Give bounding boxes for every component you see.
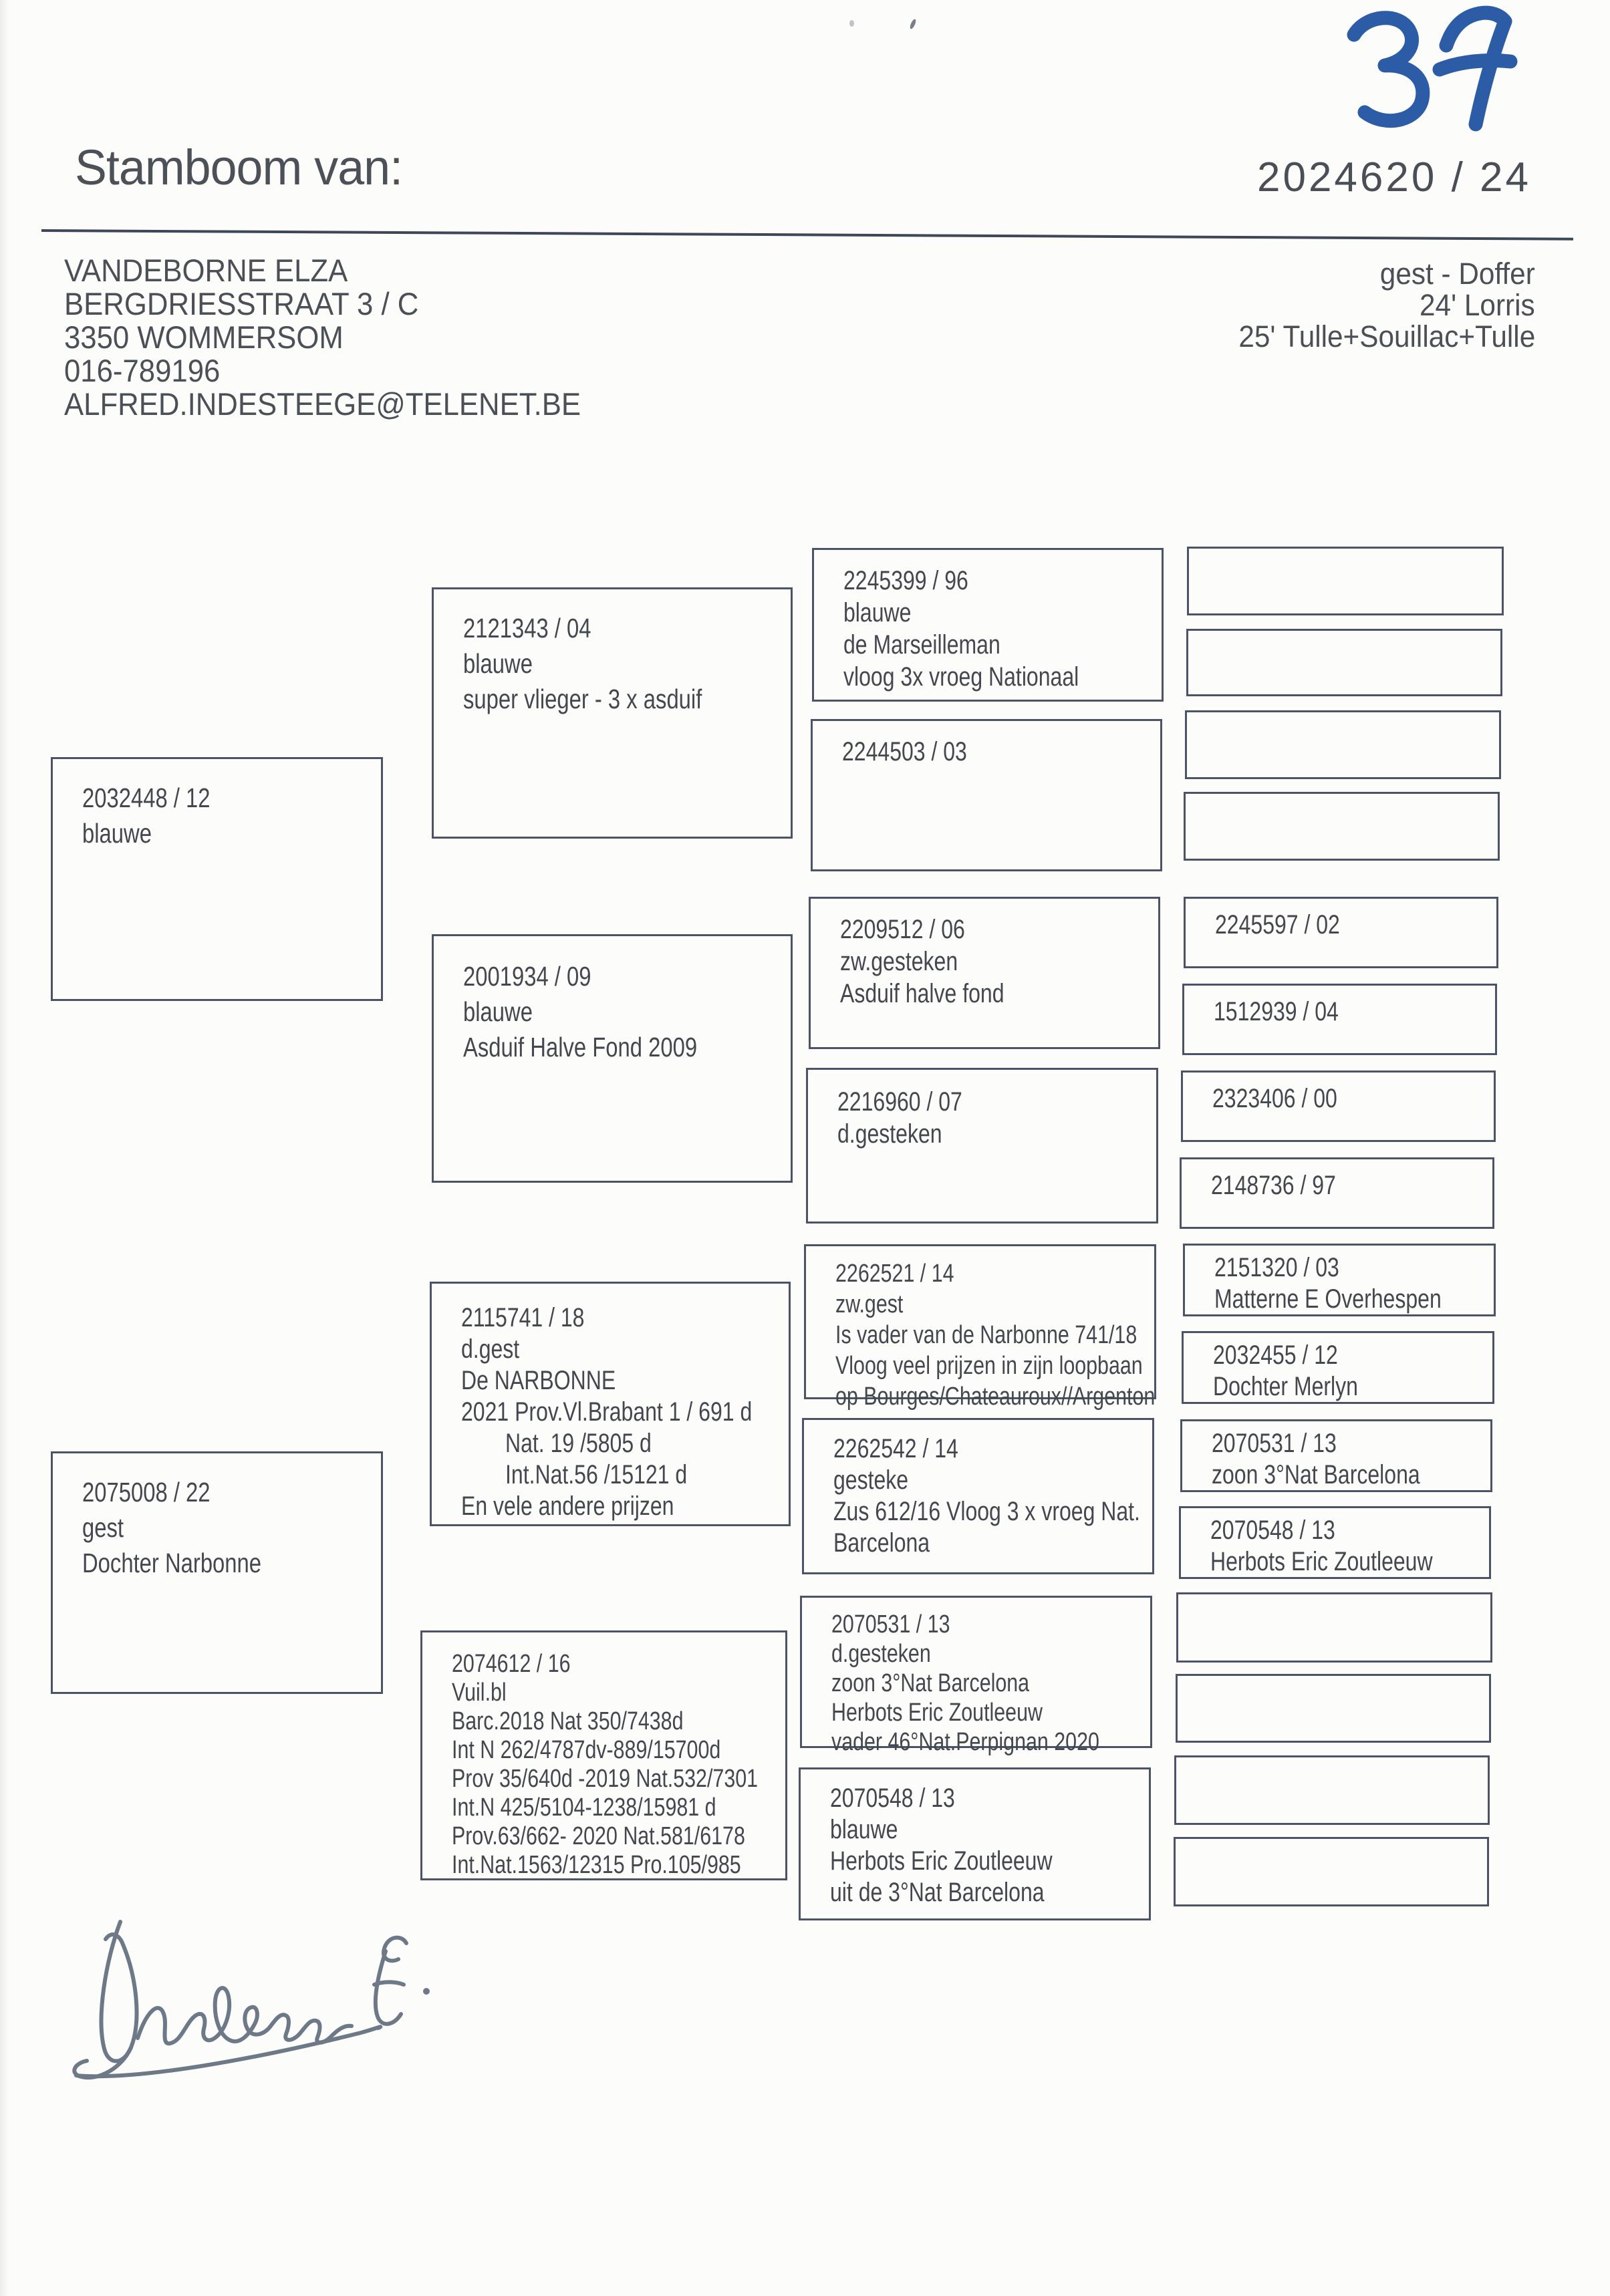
pedigree-box-ggg12: [1179, 1506, 1491, 1579]
pedigree-box-ggg5: [1184, 897, 1498, 968]
scan-speck: [849, 20, 854, 27]
pedigree-box-line: 2151320 / 03: [1214, 1253, 1339, 1282]
pedigree-box-line: Int.Nat.56 /15121 d: [505, 1460, 688, 1489]
pedigree-box-gg8: [799, 1767, 1151, 1920]
pedigree-box-line: De NARBONNE: [461, 1366, 616, 1395]
pedigree-box-line: gesteke: [833, 1465, 909, 1495]
pedigree-box-line: 2209512 / 06: [840, 915, 965, 944]
pedigree-box-ggg7: [1181, 1070, 1496, 1142]
pedigree-box-ggg4: [1184, 792, 1500, 861]
pedigree-box-gg5: [804, 1244, 1156, 1411]
pedigree-box-line: Matterne E Overhespen: [1214, 1284, 1442, 1314]
pedigree-box-line: blauwe: [82, 818, 152, 849]
pedigree-box-ggg3: [1185, 710, 1501, 779]
pedigree-box-line: 2074612 / 16: [452, 1650, 571, 1678]
pedigree-box-line: Is vader van de Narbonne 741/18: [835, 1321, 1137, 1349]
pedigree-box-line: Vuil.bl: [452, 1679, 507, 1707]
pedigree-box-line: vader 46°Nat.Perpignan 2020: [831, 1728, 1099, 1756]
pedigree-box-line: blauwe: [463, 648, 533, 679]
pedigree-box-line: blauwe: [463, 996, 533, 1027]
pedigree-box-line: Int N 262/4787dv-889/15700d: [452, 1736, 721, 1764]
pedigree-box-ggg1: [1187, 547, 1504, 615]
signature-ink: [59, 1916, 433, 2084]
pedigree-box-g1: [432, 587, 793, 839]
pedigree-box-gg2: [811, 719, 1162, 871]
pedigree-box-line: 1512939 / 04: [1214, 997, 1339, 1026]
pedigree-box-line: 2245597 / 02: [1215, 910, 1340, 940]
ring-number: 2024620 / 24: [1256, 154, 1531, 200]
pedigree-box-p1: [51, 757, 383, 1001]
pedigree-box-gg4: [806, 1068, 1158, 1224]
pedigree-box-g3: [430, 1282, 791, 1526]
owner-city: 3350 WOMMERSOM: [64, 319, 344, 355]
pedigree-box-ggg11: [1180, 1419, 1492, 1492]
pedigree-box-line: 2070531 / 13: [1212, 1429, 1337, 1458]
pedigree-box-line: 2115741 / 18: [461, 1303, 585, 1332]
pedigree-box-line: d.gest: [461, 1334, 520, 1364]
pedigree-box-gg3: [809, 897, 1160, 1049]
bird-race-2: 25' Tulle+Souillac+Tulle: [1238, 319, 1535, 353]
pedigree-box-gg6: [802, 1418, 1154, 1574]
pedigree-box-line: blauwe: [843, 598, 912, 627]
owner-email: ALFRED.INDESTEEGE@TELENET.BE: [64, 386, 581, 422]
pedigree-box-line: 2021 Prov.Vl.Brabant 1 / 691 d: [461, 1397, 753, 1427]
pedigree-box-ggg6: [1182, 984, 1497, 1055]
pedigree-box-line: 2244503 / 03: [842, 737, 967, 766]
pedigree-box-line: Prov 35/640d -2019 Nat.532/7301: [452, 1765, 759, 1793]
pedigree-box-line: 2216960 / 07: [837, 1087, 962, 1117]
pedigree-box-ggg2: [1186, 629, 1502, 696]
pedigree-box-g2: [432, 934, 793, 1183]
pedigree-box-line: Vloog veel prijzen in zijn loopbaan: [835, 1352, 1143, 1380]
pedigree-box-line: 2070548 / 13: [830, 1783, 955, 1813]
pedigree-box-p2: [51, 1451, 383, 1694]
pedigree-box-ggg9: [1183, 1244, 1496, 1316]
owner-address: [64, 254, 620, 421]
pedigree-box-line: Int.Nat.1563/12315 Pro.105/985: [452, 1851, 741, 1879]
pedigree-box-line: d.gesteken: [837, 1119, 942, 1149]
scan-speck: [909, 18, 917, 29]
pedigree-box-line: 2148736 / 97: [1211, 1171, 1336, 1200]
owner-phone: 016-789196: [64, 353, 221, 388]
pedigree-box-line: zoon 3°Nat Barcelona: [1212, 1460, 1420, 1489]
pedigree-box-line: 2032448 / 12: [82, 782, 211, 813]
pedigree-box-line: zw.gesteken: [840, 947, 958, 976]
pedigree-box-line: Asduif Halve Fond 2009: [463, 1032, 698, 1062]
pedigree-box-line: uit de 3°Nat Barcelona: [830, 1878, 1045, 1907]
pedigree-box-line: d.gesteken: [831, 1640, 931, 1668]
pedigree-box-line: 2262521 / 14: [835, 1260, 954, 1288]
owner-name: VANDEBORNE ELZA: [64, 253, 348, 288]
pedigree-box-line: super vlieger - 3 x asduif: [463, 684, 702, 714]
pedigree-box-line: gest: [82, 1512, 124, 1543]
pedigree-box-line: Int.N 425/5104-1238/15981 d: [452, 1793, 716, 1822]
pedigree-box-line: 2121343 / 04: [463, 613, 591, 643]
pedigree-box-g4: [420, 1630, 787, 1880]
pedigree-box-line: Dochter Narbonne: [82, 1548, 262, 1578]
pedigree-box-line: 2262542 / 14: [833, 1434, 958, 1463]
pedigree-box-line: 2323406 / 00: [1212, 1084, 1337, 1113]
pedigree-box-gg1: [812, 548, 1164, 702]
pedigree-box-line: 2070548 / 13: [1210, 1516, 1335, 1545]
handwritten-number: [1315, 5, 1556, 132]
pedigree-box-ggg14: [1176, 1674, 1491, 1743]
pedigree-box-line: Dochter Merlyn: [1213, 1372, 1358, 1401]
pedigree-box-line: 2032455 / 12: [1213, 1340, 1338, 1370]
owner-street: BERGDRIESSTRAAT 3 / C: [64, 286, 419, 321]
bird-sex: gest - Doffer: [1380, 257, 1535, 291]
header-divider: [41, 229, 1573, 241]
pedigree-box-gg7: [800, 1596, 1152, 1756]
pedigree-box-line: 2075008 / 22: [82, 1477, 211, 1508]
pedigree-box-line: Herbots Eric Zoutleeuw: [1210, 1547, 1433, 1576]
handwritten-number-ink: [1315, 5, 1556, 132]
pedigree-box-line: Herbots Eric Zoutleeuw: [830, 1846, 1053, 1876]
pedigree-box-ggg15: [1174, 1755, 1490, 1825]
pedigree-box-line: de Marseilleman: [843, 630, 1000, 660]
pedigree-box-line: Barc.2018 Nat 350/7438d: [452, 1707, 684, 1735]
bird-race-1: 24' Lorris: [1420, 288, 1535, 322]
page-title: Stamboom van:: [75, 140, 403, 195]
pedigree-box-line: Zus 612/16 Vloog 3 x vroeg Nat.: [833, 1497, 1140, 1526]
pedigree-box-line: En vele andere prijzen: [461, 1491, 674, 1521]
pedigree-box-line: zoon 3°Nat Barcelona: [831, 1669, 1030, 1697]
pedigree-box-ggg8: [1180, 1157, 1494, 1229]
pedigree-box-line: Herbots Eric Zoutleeuw: [831, 1699, 1043, 1727]
pedigree-box-line: vloog 3x vroeg Nationaal: [843, 662, 1079, 692]
pedigree-box-line: Asduif halve fond: [840, 979, 1004, 1008]
pedigree-box-ggg16: [1174, 1837, 1489, 1906]
pedigree-box-ggg13: [1176, 1592, 1492, 1663]
pedigree-box-line: 2001934 / 09: [463, 961, 591, 992]
pedigree-box-ggg10: [1182, 1331, 1494, 1404]
pedigree-box-line: op Bourges/Chateauroux//Argenton: [835, 1383, 1156, 1411]
pedigree-box-line: blauwe: [830, 1815, 898, 1844]
bird-info: [1220, 258, 1535, 352]
pedigree-box-line: Barcelona: [833, 1528, 930, 1558]
pedigree-box-line: Prov.63/662- 2020 Nat.581/6178: [452, 1822, 745, 1850]
pedigree-box-line: Nat. 19 /5805 d: [505, 1429, 652, 1458]
pedigree-box-line: 2070531 / 13: [831, 1610, 950, 1638]
pedigree-box-line: zw.gest: [835, 1290, 904, 1318]
signature: [59, 1916, 433, 2084]
pedigree-box-line: 2245399 / 96: [843, 566, 968, 595]
